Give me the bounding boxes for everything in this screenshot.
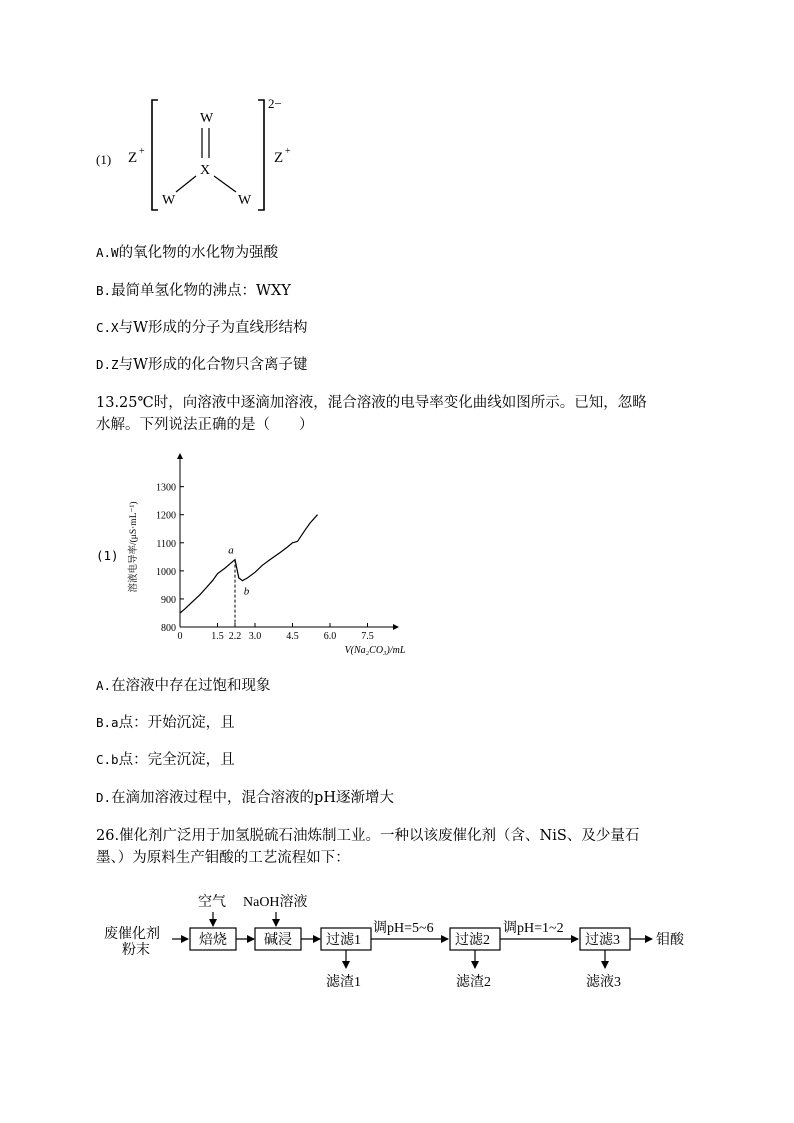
x-tick-label: 2.2 bbox=[228, 631, 242, 642]
option-text: 点：开始沉淀，且 bbox=[118, 715, 235, 731]
option-letter: D. bbox=[96, 790, 112, 805]
point-label-a: a bbox=[228, 544, 234, 557]
x-axis-label: V(Na₂CO₃)/mL bbox=[344, 645, 406, 656]
q12-option-a bbox=[96, 243, 278, 263]
step-leach: 碱浸 bbox=[264, 933, 292, 948]
option-letter: C.X bbox=[96, 320, 119, 335]
atom-top: W bbox=[200, 111, 214, 126]
q12-option-c bbox=[96, 318, 307, 338]
y-axis-arrow bbox=[177, 453, 183, 459]
option-letter: A. bbox=[96, 678, 112, 693]
option-letter: A.W bbox=[96, 245, 119, 260]
residue2: 滤渣2 bbox=[456, 975, 491, 990]
residue1: 滤渣1 bbox=[326, 975, 361, 990]
overall-charge: 2− bbox=[268, 96, 282, 111]
cation-left: Z bbox=[128, 150, 138, 166]
q13-stem-line2: 水解。下列说法正确的是（ ） bbox=[96, 417, 314, 433]
step-filter3: 过滤3 bbox=[585, 933, 620, 948]
option-letter: B.a bbox=[96, 715, 119, 730]
step-filter1: 过滤1 bbox=[326, 933, 361, 948]
q13-option-c bbox=[96, 750, 235, 770]
cation-right-charge: + bbox=[285, 146, 291, 157]
option-text: 与W形成的化合物只含离子键 bbox=[118, 357, 308, 373]
bond-left bbox=[176, 176, 196, 192]
naoh-label: NaOH溶液 bbox=[243, 895, 308, 910]
conductivity-curve bbox=[180, 515, 318, 613]
option-letter: C.b bbox=[96, 752, 119, 767]
q26-stem-line2: 墨、）为原料生产钼酸的工艺流程如下： bbox=[96, 850, 350, 866]
x-tick-label: 3.0 bbox=[248, 631, 262, 642]
structure-label: (1) bbox=[96, 152, 112, 167]
option-letter: B. bbox=[96, 283, 112, 298]
cation-left-charge: + bbox=[139, 146, 145, 157]
product: 钼酸 bbox=[656, 933, 684, 948]
y-tick-label: 800 bbox=[161, 623, 176, 634]
cond2: 调pH=1~2 bbox=[503, 921, 564, 936]
step-roast: 焙烧 bbox=[199, 933, 227, 948]
start-line2: 粉末 bbox=[122, 943, 150, 958]
x-tick-label: 6.0 bbox=[323, 631, 337, 642]
start-line1: 废催化剂 bbox=[104, 927, 160, 942]
option-text: 的氧化物的水化物为强酸 bbox=[118, 245, 279, 261]
atom-center: X bbox=[200, 163, 211, 178]
atom-right: W bbox=[238, 193, 252, 208]
bracket-right bbox=[258, 100, 264, 210]
atom-left: W bbox=[162, 193, 176, 208]
q12-option-b bbox=[96, 281, 291, 301]
option-text: 在滴加溶液过程中，混合溶液的pH逐渐增大 bbox=[111, 790, 394, 806]
q13-option-b bbox=[96, 713, 235, 733]
process-flow-diagram bbox=[100, 882, 710, 1002]
x-tick-label: 7.5 bbox=[361, 631, 374, 642]
conductivity-chart bbox=[120, 452, 406, 657]
y-tick-label: 1300 bbox=[156, 482, 176, 494]
option-text: 在溶液中存在过饱和现象 bbox=[111, 678, 271, 694]
air-label: 空气 bbox=[198, 895, 226, 910]
point-label-b: b bbox=[243, 585, 250, 598]
ionic-structure-diagram bbox=[90, 92, 320, 222]
option-text: 最简单氢化物的沸点：WXY bbox=[111, 283, 291, 299]
option-letter: D.Z bbox=[96, 357, 119, 372]
filtrate3: 滤液3 bbox=[586, 975, 621, 990]
option-text: 与W形成的分子为直线形结构 bbox=[118, 320, 308, 336]
y-tick-label: 1000 bbox=[156, 566, 176, 578]
x-tick-label: 1.5 bbox=[211, 631, 224, 642]
figure-label: (1) bbox=[96, 548, 119, 563]
q13-option-d bbox=[96, 788, 394, 808]
x-axis-arrow bbox=[393, 624, 399, 630]
y-tick-label: 1100 bbox=[156, 538, 176, 550]
y-tick-label: 1200 bbox=[156, 510, 176, 522]
q13-option-a bbox=[96, 676, 271, 696]
x-tick-label: 0 bbox=[177, 631, 183, 642]
y-tick-label: 900 bbox=[161, 594, 176, 606]
q26-stem-line1: 26.催化剂广泛用于加氢脱硫石油炼制工业。一种以该废催化剂（含、NiS、及少量石 bbox=[96, 828, 640, 844]
q13-stem-line1: 13.25℃时，向溶液中逐滴加溶液，混合溶液的电导率变化曲线如图所示。已知，忽略 bbox=[96, 395, 647, 411]
cation-right: Z bbox=[274, 150, 284, 166]
x-tick-label: 4.5 bbox=[286, 631, 299, 642]
step-filter2: 过滤2 bbox=[455, 933, 490, 948]
q12-option-d bbox=[96, 355, 307, 375]
y-axis-label: 溶液电导率/(μS·mL⁻¹) bbox=[129, 501, 139, 593]
option-text: 点：完全沉淀，且 bbox=[118, 752, 235, 768]
cond1: 调pH=5~6 bbox=[373, 921, 434, 936]
bond-right bbox=[214, 176, 236, 192]
bracket-left bbox=[152, 100, 158, 210]
